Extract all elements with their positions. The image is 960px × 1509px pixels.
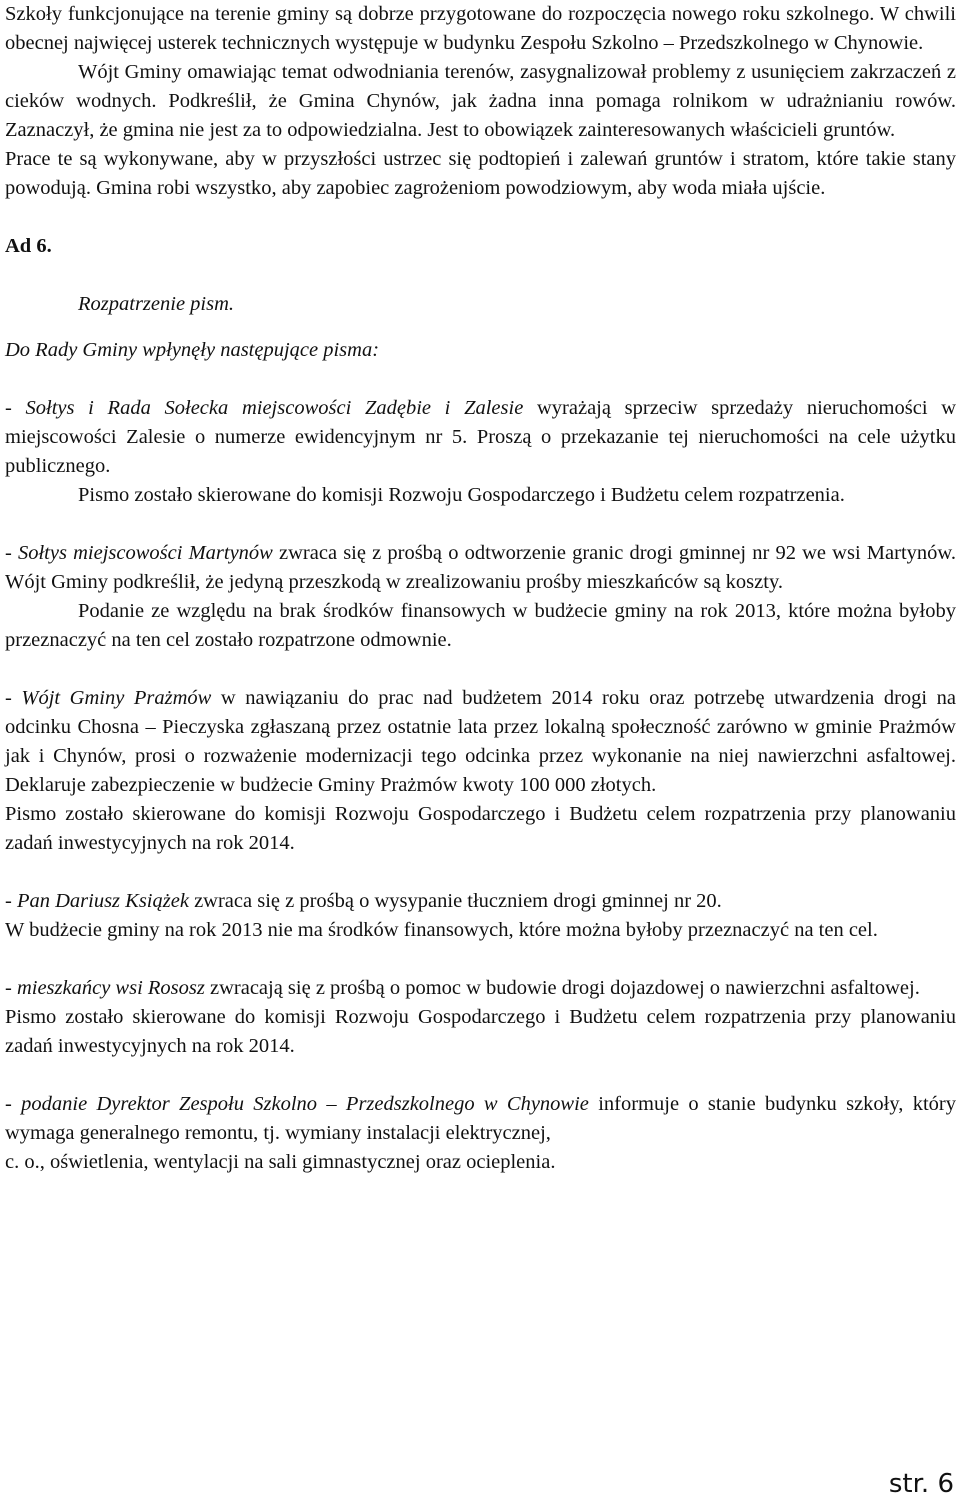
letter-decision: Pismo zostało skierowane do komisji Rozwoju Gospodarczego i Budżetu celem rozpatrzenia. — [78, 484, 845, 506]
section-subheading: Rozpatrzenie pism. — [78, 293, 235, 315]
dash: - — [5, 397, 26, 419]
letter-decision: Podanie ze względu na brak środków finansowych w budżecie gminy na rok 2013, które można byłoby przeznaczyć na ten cel zostało rozpatrzone odmownie. — [5, 600, 956, 651]
letter-sender: podanie Dyrektor Zespołu Szkolno – Przedszkolnego w Chynowie — [21, 1093, 589, 1115]
letter-content: wyrażają sprzeciw sprzedaży nieruchomości w miejscowości Zalesie o numerze ewidencyjnym nr 5. Proszą o przekazanie tej nieruchomości na cele użytku publicznego. — [5, 397, 957, 477]
letter-content: informuje o stanie budynku szkoły, który wymaga generalnego remontu, tj. wymiany instalacji elektrycznej, — [5, 1093, 956, 1144]
paragraph-schools: Szkoły funkcjonujące na terenie gminy są dobrze przygotowane do rozpoczęcia nowego roku szkolnego. W chwili obecnej najwięcej usterek technicznych występuje w budynku Zespołu Szkolno – Przedszkolnego w Chynowie. — [5, 3, 956, 54]
page-number: str. 6 — [888, 1469, 954, 1499]
letter-sender: Pan Dariusz Książek — [16, 890, 189, 912]
letter-decision: W budżecie gminy na rok 2013 nie ma środków finansowych, które można byłoby przeznaczyć na ten cel. — [5, 919, 878, 941]
letter-content: zwraca się z prośbą o wysypanie tłuczniem drogi gminnej nr 20. — [188, 890, 722, 912]
letter-content: zwraca się z prośbą o odtworzenie granic drogi gminnej nr 92 we wsi Martynów. Wójt Gminy podkreślił, że jedyną przeszkodą w zrealizowaniu prośby mieszkańców są koszty. — [5, 542, 956, 593]
paragraph-drainage: Wójt Gminy omawiając temat odwodniania terenów, zasygnalizował problemy z usunięciem zakrzaczeń z cieków wodnych. Podkreślił, że Gmina Chynów, jak żadna inna pomaga rolnikom w udrażnianiu rowów. Zaznaczył, że gmina nie jest za to odpowiedzialna. Jest to obowiązek zainteresowanych właścicieli gruntów. — [5, 61, 956, 141]
letter-sender: mieszkańcy wsi Rososz — [16, 977, 205, 999]
document-page — [5, 0, 956, 1177]
letter-item-zadebie — [5, 394, 956, 481]
dash: - — [5, 890, 17, 912]
letters-intro: Do Rady Gminy wpłynęły następujące pisma: — [5, 339, 380, 361]
letter-content: w nawiązaniu do prac nad budżetem 2014 roku oraz potrzebę utwardzenia drogi na odcinku Chosna – Pieczyska zgłaszaną przez ostatnie lata przez lokalną społeczność zarówno w gminie Prażmów jak i Chynów, prosi o rozważenie modernizacji tego odcinka przez wykonanie na niej nawierzchni asfaltowej. Deklaruje zabezpieczenie w budżecie Gminy Prażmów kwoty 100 000 złotych. — [5, 687, 957, 796]
letter-item-rososz — [5, 974, 956, 1003]
dash: - — [5, 977, 17, 999]
section-heading: Ad 6. — [5, 235, 52, 257]
letter-content: zwracają się z prośbą o pomoc w budowie drogi dojazdowej o nawierzchni asfaltowej. — [204, 977, 920, 999]
paragraph-works: Prace te są wykonywane, aby w przyszłości ustrzec się podtopień i zalewań gruntów i stratom, które takie stany powodują. Gmina robi wszystko, aby zapobiec zagrożeniom powodziowym, aby woda miała ujście. — [5, 148, 956, 199]
letter-item-ksiazek — [5, 887, 956, 916]
letter-item-martynow — [5, 539, 956, 597]
dash: - — [5, 1093, 22, 1115]
letter-sender: Wójt Gminy Prażmów — [21, 687, 212, 709]
letter-item-prazmow — [5, 684, 956, 800]
letter-decision: Pismo zostało skierowane do komisji Rozwoju Gospodarczego i Budżetu celem rozpatrzenia przy planowaniu zadań inwestycyjnych na rok 2014. — [5, 803, 956, 854]
letter-sender: Sołtys i Rada Sołecka miejscowości Zadębie i Zalesie — [25, 397, 524, 419]
letter-item-school — [5, 1090, 956, 1148]
dash: - — [5, 542, 18, 564]
dash: - — [5, 687, 22, 709]
letter-sender: Sołtys miejscowości Martynów — [17, 542, 273, 564]
letter-content-continued: c. o., oświetlenia, wentylacji na sali gimnastycznej oraz ocieplenia. — [5, 1151, 556, 1173]
letter-decision: Pismo zostało skierowane do komisji Rozwoju Gospodarczego i Budżetu celem rozpatrzenia przy planowaniu zadań inwestycyjnych na rok 2014. — [5, 1006, 956, 1057]
